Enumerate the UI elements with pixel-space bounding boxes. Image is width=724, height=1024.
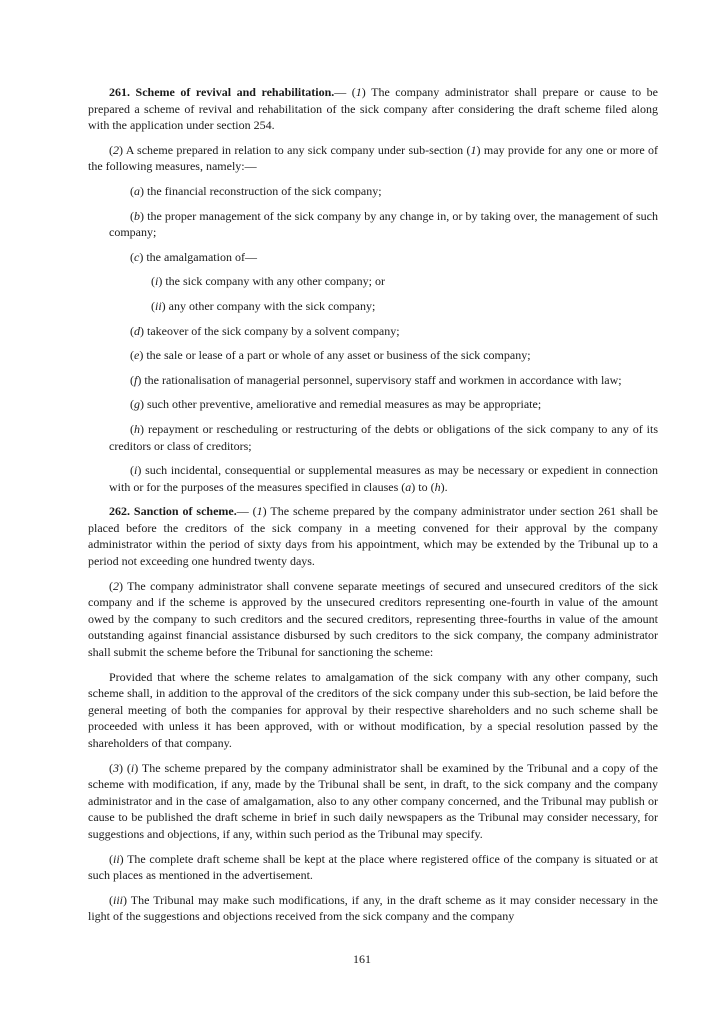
clause-e: (e) the sale or lease of a part or whole of any asset or business of the sick company; (130, 348, 531, 363)
section-261-heading: 261. Scheme of revival and rehabilitation. (109, 85, 335, 99)
section-262-proviso: Provided that where the scheme relates to amalgamation of the sick company with any other company, such scheme shall, in addition to the approval of the creditors of the sick company under this sub-section, be laid before the general meeting of both the companies for approval by their respective shareholders and no such scheme shall be proceeded with unless it has been approved, with or without modification, by a special resolution passed by the shareholders of that company. (88, 669, 658, 750)
subclause-ii: (ii) any other company with the sick company; (151, 298, 376, 313)
section-262-paragraph-1: 262. Sanction of scheme.— (1) The scheme prepared by the company administrator under section 261 shall be placed before the creditors of the sick company in a meeting convened for their approval by the company administrator within the period of sixty days from his appointment, which may be extended by the Tribunal up to a period not exceeding one hundred twenty days. (88, 504, 658, 569)
section-262-heading: 262. Sanction of scheme. (109, 504, 237, 519)
clause-f: (f) the rationalisation of managerial personnel, supervisory staff and workmen in accordance with law; (130, 372, 622, 387)
clause-g: (g) such other preventive, ameliorative and remedial measures as may be appropriate; (130, 397, 542, 412)
section-262-paragraph-3-iii: (iii) The Tribunal may make such modifications, if any, in the draft scheme as it may consider necessary in the light of the suggestions and objections received from the sick company and the company (88, 892, 658, 924)
clause-c: (c) the amalgamation of— (130, 249, 257, 264)
section-262-paragraph-3-i: (3) (i) The scheme prepared by the company administrator shall be examined by the Tribunal and a copy of the scheme with modification, if any, made by the Tribunal shall be sent, in draft, to the sick company and the company administrator and in the case of amalgamation, also to any other company concerned, and the Tribunal may publish or cause to be published the draft scheme in brief in such daily newspapers as the Tribunal may consider necessary, for suggestions and objections, if any, within such period as the Tribunal may specify. (88, 760, 658, 841)
clause-b: (b) the proper management of the sick company by any change in, or by taking over, the management of such company; (109, 208, 658, 240)
clause-i: (i) such incidental, consequential or supplemental measures as may be necessary or expedient in connection with or for the purposes of the measures specified in clauses (a) to (h). (109, 463, 658, 494)
clause-d: (d) takeover of the sick company by a solvent company; (130, 323, 400, 338)
clause-a: (a) the financial reconstruction of the sick company; (130, 183, 382, 198)
page-number: 161 (353, 952, 371, 966)
section-262-paragraph-2: (2) The company administrator shall convene separate meetings of secured and unsecured creditors of the sick company and if the scheme is approved by the unsecured creditors representing one-fourth in value of the amount owed by the company to such creditors and the secured creditors, representing three-fourths in value of the amount outstanding against financial assistance disbursed by such creditors to the sick company, the company administrator shall submit the scheme before the Tribunal for sanctioning the scheme: (88, 578, 658, 660)
clause-h: (h) repayment or rescheduling or restructuring of the debts or obligations of the sick company to any of its creditors or class of creditors; (109, 421, 658, 453)
section-262-paragraph-3-ii: (ii) The complete draft scheme shall be kept at the place where registered office of the company is situated or at such places as mentioned in the advertisement. (88, 851, 658, 883)
subclause-i: (i) the sick company with any other company; or (151, 274, 385, 289)
section-261-paragraph-2: (2) A scheme prepared in relation to any sick company under sub-section (1) may provide for any one or more of the following measures, namely:— (88, 142, 658, 174)
section-261-paragraph-1: 261. Scheme of revival and rehabilitation.— (1) The company administrator shall prepare or cause to be prepared a scheme of revival and rehabilitation of the sick company after considering the draft scheme filed along with the application under section 254. (88, 85, 658, 133)
